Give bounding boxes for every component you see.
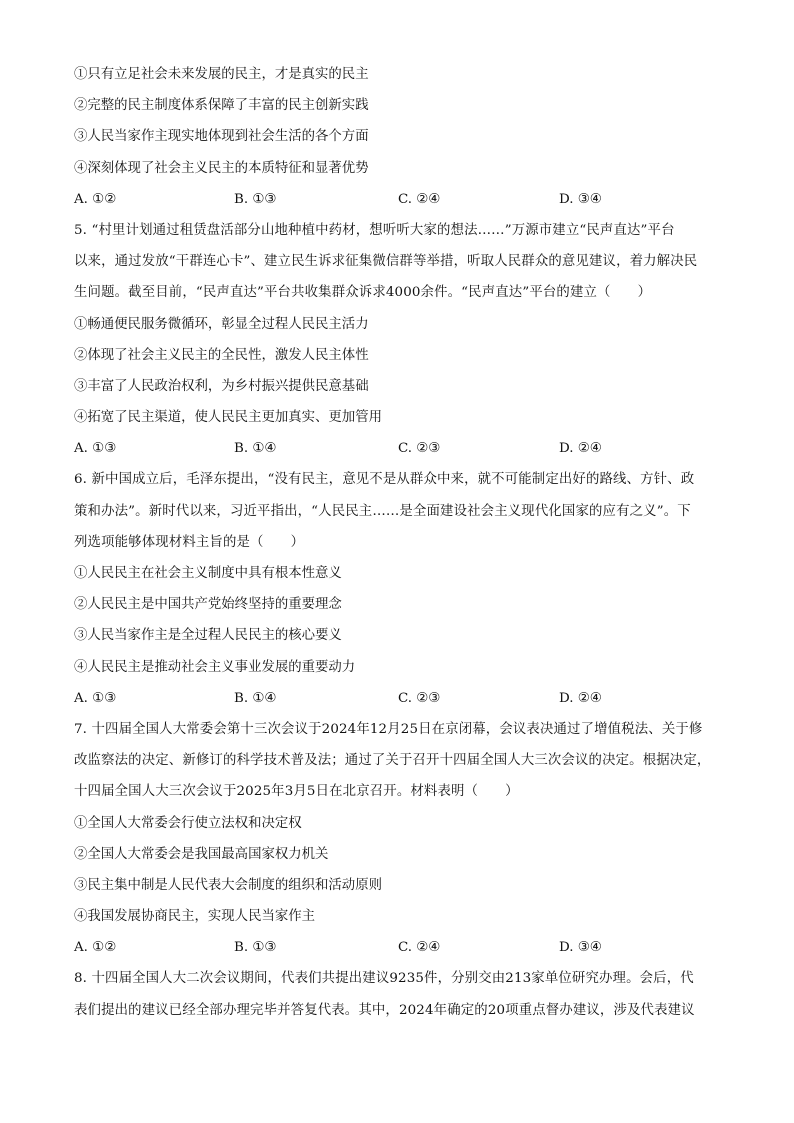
q4-option-2: ②完整的民主制度体系保障了丰富的民主创新实践: [74, 98, 369, 114]
q7-choice-c[interactable]: C. ②④: [398, 940, 441, 956]
q6-choice-b[interactable]: B. ①④: [234, 690, 277, 706]
q7-stem-line-2: 改监察法的决定、新修订的科学技术普及法；通过了关于召开十四届全国人大三次会议的决定。根据决定，: [74, 753, 711, 769]
q7-option-4: ④我国发展协商民主，实现人民当家作主: [74, 909, 316, 925]
q4-choice-d[interactable]: D. ③④: [559, 191, 602, 207]
q5-option-4: ④拓宽了民主渠道，使人民民主更加真实、更加管用: [74, 410, 382, 426]
q6-choice-c[interactable]: C. ②③: [398, 690, 441, 706]
q5-stem-line-3: 生问题。截至目前，“民声直达”平台共收集群众诉求4000余件。“民声直达”平台的建立（ ）: [74, 285, 652, 301]
q6-choice-a[interactable]: A. ①③: [74, 690, 117, 706]
q5-option-3: ③丰富了人民政治权利，为乡村振兴提供民意基础: [74, 378, 369, 394]
q7-stem-line-1: 7. 十四届全国人大常委会第十三次会议于2024年12月25日在京闭幕，会议表决通过了增值税法、关于修: [74, 721, 703, 737]
q7-choice-d[interactable]: D. ③④: [559, 940, 602, 956]
q6-stem-line-2: 策和办法”。新时代以来，习近平指出，“人民民主……是全面建设社会主义现代化国家的应有之义”。下: [74, 503, 691, 519]
q6-stem-line-1: 6. 新中国成立后，毛泽东提出，“没有民主，意见不是从群众中来，就不可能制定出好的路线、方针、政: [74, 472, 695, 488]
q4-choice-a[interactable]: A. ①②: [74, 191, 117, 207]
q4-option-3: ③人民当家作主现实地体现到社会生活的各个方面: [74, 129, 369, 145]
q4-choice-b[interactable]: B. ①③: [234, 191, 277, 207]
q7-option-1: ①全国人大常委会行使立法权和决定权: [74, 815, 302, 831]
q6-option-4: ④人民民主是推动社会主义事业发展的重要动力: [74, 659, 356, 675]
q5-choice-b[interactable]: B. ①④: [234, 441, 277, 457]
q4-choice-c[interactable]: C. ②④: [398, 191, 441, 207]
q7-choices: [74, 938, 724, 969]
q4-option-1: ①只有立足社会未来发展的民主，才是真实的民主: [74, 67, 369, 82]
q7-choice-b[interactable]: B. ①③: [234, 940, 277, 956]
q5-choice-d[interactable]: D. ②④: [559, 441, 602, 457]
q6-option-3: ③人民当家作主是全过程人民民主的核心要义: [74, 628, 342, 644]
q6-stem-line-3: 列选项能够体现材料主旨的是（ ）: [74, 534, 305, 550]
q6-choices: [74, 689, 724, 720]
q5-stem-line-2: 以来，通过发放“干群连心卡”、建立民生诉求征集微信群等举措，听取人民群众的意见建议，着力解决民: [74, 254, 698, 270]
q5-option-2: ②体现了社会主义民主的全民性，激发人民主体性: [74, 347, 369, 363]
q6-option-1: ①人民民主在社会主义制度中具有根本性意义: [74, 566, 342, 581]
q8-stem-line-1: 8. 十四届全国人大二次会议期间，代表们共提出建议9235件，分别交由213家单位研究办理。会后，代: [74, 971, 694, 987]
q7-stem-line-3: 十四届全国人大三次会议于2025年3月5日在北京召开。材料表明（ ）: [74, 784, 519, 800]
q7-option-2: ②全国人大常委会是我国最高国家权力机关: [74, 846, 329, 862]
q7-choice-a[interactable]: A. ①②: [74, 940, 117, 956]
q6-choice-d[interactable]: D. ②④: [559, 690, 602, 706]
q8-stem-line-2: 表们提出的建议已经全部办理完毕并答复代表。其中，2024年确定的20项重点督办建议，涉及代表建议: [74, 1002, 695, 1018]
q4-choices: [74, 190, 724, 221]
q4-option-4: ④深刻体现了社会主义民主的本质特征和显著优势: [74, 160, 369, 176]
q6-option-2: ②人民民主是中国共产党始终坚持的重要理念: [74, 597, 342, 613]
q5-choice-c[interactable]: C. ②③: [398, 441, 441, 457]
q5-option-1: ①畅通便民服务微循环，彰显全过程人民民主活力: [74, 316, 369, 332]
page-content: [74, 65, 724, 1032]
q5-choices: [74, 439, 724, 470]
q7-option-3: ③民主集中制是人民代表大会制度的组织和活动原则: [74, 877, 382, 893]
q5-choice-a[interactable]: A. ①③: [74, 441, 117, 457]
q5-stem-line-1: 5. “村里计划通过租赁盘活部分山地种植中药材，想听听大家的想法……”万源市建立“民声直达”平台: [74, 222, 675, 238]
